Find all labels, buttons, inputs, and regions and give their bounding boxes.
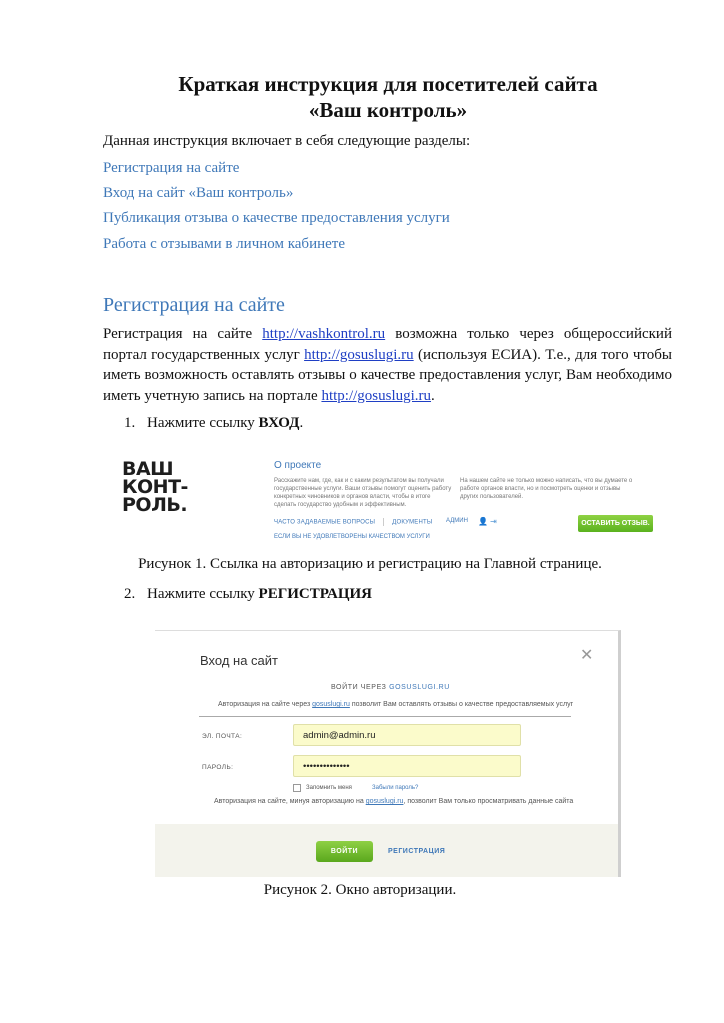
register-link[interactable]: РЕГИСТРАЦИЯ — [388, 848, 446, 855]
user-login-icon[interactable]: 👤 ⇥ — [478, 517, 497, 526]
gosuslugi-link[interactable]: gosuslugi.ru — [365, 798, 404, 805]
forgot-password-link[interactable]: Забыли пароль? — [372, 785, 419, 791]
remember-me-label[interactable]: Запомнить меня — [306, 785, 352, 791]
document-title-line2: «Ваш контроль» — [308, 98, 468, 122]
vashkontrol-logo — [122, 460, 188, 514]
para-text: Регистрация на сайте — [103, 326, 263, 342]
step-tail: . — [299, 415, 304, 431]
admin-login-link[interactable]: АДМИН — [446, 518, 468, 524]
esia-prefix: ВОЙТИ ЧЕРЕЗ — [331, 684, 390, 691]
step-item — [124, 586, 372, 603]
step-bold: РЕГИСТРАЦИЯ — [258, 586, 373, 602]
toc-link-review[interactable]: Публикация отзыва о качестве предоставления услуги — [103, 210, 450, 226]
esia-login[interactable] — [331, 684, 450, 691]
para-text: возможна только через общероссийский портал государственных услуг — [103, 326, 672, 363]
figure-login-dialog — [155, 630, 621, 877]
logo-line: ВАШ — [122, 458, 174, 480]
faq-link[interactable]: ЧАСТО ЗАДАВАЕМЫЕ ВОПРОСЫ — [274, 519, 376, 526]
toc-link-login[interactable]: Вход на сайт «Ваш контроль» — [103, 185, 294, 201]
gosuslugi-link[interactable]: http://gosuslugi.ru — [304, 346, 414, 363]
para-text: (используя ЕСИА). Т.е., для того чтобы иметь возможность оставлять отзывы о качестве предоставления услуг, Вам необходимо иметь учетную запись на портале — [103, 346, 673, 404]
section-heading-registration: Регистрация на сайте — [103, 294, 285, 316]
registration-paragraph — [103, 324, 672, 406]
about-description-left: Расскажите нам, где, как и с каким результатом вы получали государственные услуги. Ваши отзывы помогут оценить работу конкретных чиновников и органов власти, чтобы в итоге сделать государство удобным и эффективным. — [274, 478, 452, 508]
toc-link-registration[interactable]: Регистрация на сайте — [103, 160, 240, 176]
logo-line: РОЛЬ. — [122, 494, 188, 516]
password-field[interactable]: •••••••••••••• — [293, 755, 521, 777]
step-number: 2. — [124, 586, 136, 602]
note-text: позволит Вам оставлять отзывы о качестве предоставляемых услуг — [349, 701, 574, 708]
logo-line: КОНТ- — [122, 476, 188, 498]
para-text: . — [431, 387, 435, 404]
dialog-footer — [155, 824, 618, 877]
figure2-caption: Рисунок 2. Окно авторизации. — [263, 882, 457, 898]
note-text: Авторизация на сайте, минуя авторизацию на — [214, 798, 366, 805]
password-label: ПАРОЛЬ: — [202, 764, 234, 771]
about-title[interactable]: О проекте — [274, 460, 322, 471]
step-number: 1. — [124, 415, 136, 431]
step-text: Нажмите ссылку — [147, 415, 259, 431]
esia-link[interactable]: GOSUSLUGI.RU — [389, 684, 450, 691]
footer-links — [274, 518, 432, 526]
figure1-caption: Рисунок 1. Ссылка на авторизацию и регистрацию на Главной странице. — [138, 556, 602, 572]
intro-text: Данная инструкция включает в себя следующие разделы: — [103, 133, 471, 149]
close-icon[interactable]: ✕ — [580, 647, 594, 664]
gosuslugi-link[interactable]: http://gosuslugi.ru — [321, 387, 432, 404]
divider — [383, 518, 384, 526]
local-auth-note — [214, 798, 573, 805]
note-text: , позволит Вам только просматривать данные сайта — [403, 798, 574, 805]
remember-me-checkbox[interactable] — [293, 784, 301, 792]
document-title-line1: Краткая инструкция для посетителей сайта — [178, 72, 598, 96]
step-text: Нажмите ссылку — [147, 586, 259, 602]
login-button[interactable]: ВОЙТИ — [316, 841, 373, 862]
step-item — [124, 415, 303, 432]
dialog-title: Вход на сайт — [200, 653, 278, 668]
note-text: Авторизация на сайте через — [218, 701, 313, 708]
email-label: ЭЛ. ПОЧТА: — [202, 733, 243, 740]
toc-link-cabinet[interactable]: Работа с отзывами в личном кабинете — [103, 236, 345, 252]
about-description-right: На нашем сайте не только можно написать, что вы думаете о работе органов власти, но и посмотреть оценки и отзывы других пользователей. — [460, 478, 633, 500]
divider — [199, 716, 571, 717]
not-satisfied-link[interactable]: ЕСЛИ ВЫ НЕ УДОВЛЕТВОРЕНЫ КАЧЕСТВОМ УСЛУГИ — [274, 534, 430, 540]
step-bold: ВХОД — [258, 415, 300, 431]
leave-review-button[interactable]: ОСТАВИТЬ ОТЗЫВ. — [578, 515, 653, 532]
vashkontrol-link[interactable]: http://vashkontrol.ru — [262, 326, 386, 342]
figure-homepage-screenshot — [118, 455, 658, 547]
email-field[interactable]: admin@admin.ru — [293, 724, 521, 746]
documents-link[interactable]: ДОКУМЕНТЫ — [392, 519, 433, 526]
esia-note — [218, 701, 573, 708]
gosuslugi-link[interactable]: gosuslugi.ru — [312, 701, 350, 708]
